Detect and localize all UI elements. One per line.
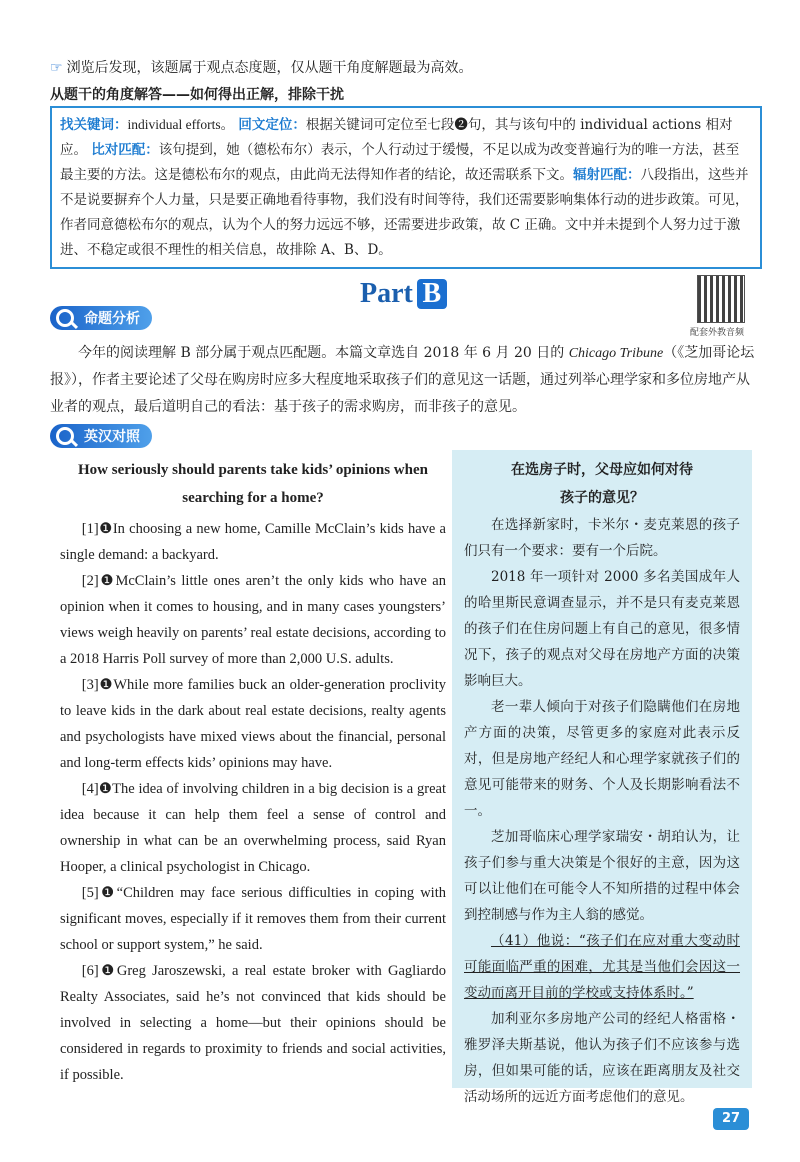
chinese-paragraph: 2018 年一项针对 2000 多名美国成年人的哈里斯民意调查显示，并不是只有麦克莱恩的孩子们在住房问题上有自己的意见，很多情况下，孩子的观点对父母在房地产方面的决策影响巨大。 [464, 569, 740, 689]
chinese-paragraph: 在选择新家时，卡米尔・麦克莱恩的孩子们只有一个要求：要有一个后院。 [464, 517, 740, 559]
pointing-hand-icon: ☞ [50, 60, 63, 76]
section-label-analysis: 命题分析 [84, 311, 140, 327]
magnifier-icon [56, 309, 74, 327]
intro-line [50, 58, 473, 78]
part-letter: B [417, 279, 447, 309]
description [50, 340, 762, 421]
english-paragraph: [5]❶“Children may face serious difficulties in coping with significant moves, especially if it removes them from their current school or support system,” he said. [60, 885, 446, 953]
english-paragraph: [6]❶Greg Jaroszewski, a real estate broker with Gagliardo Realty Associates, said he’s not convinced that kids should be involved in selecting a home—but their opinions should be considered in regards to proximity to friends and social activities, if possible. [60, 963, 446, 1083]
radiate-text: 八段指出，这些并不是说要摒弃个人力量，只是要正确地看待事物，我们没有时间等待，我们还需要影响集体行动的进步政策。可见，作者同意德松布尔的观点，认为个人的努力远远不够，还需要进步政策，故 C 正确。文中并未提到个人努力过于激进、不稳定或很不理性的相关信息，故排除 A、B、D。 [60, 167, 749, 258]
chinese-paragraph: 老一辈人倾向于对孩子们隐瞒他们在房地产方面的决策，尽管更多的家庭对此表示反对，但是房地产经纪人和心理学家就孩子们的意见可能带来的财务、个人及长期影响看法不一。 [464, 699, 740, 819]
compare-text: 该句提到，她（德松布尔）表示，个人行动过于缓慢，不足以成为改变普遍行为的唯一方法，甚至最主要的方法。这是德松布尔的观点，由此尚无法得知作者的结论，故还需联系下文。 [60, 142, 740, 183]
chinese-title-line2: 孩子的意见？ [560, 490, 644, 506]
desc-part-b: （《芝加哥论坛报》），作者主要论述了父母在购房时应多大程度地采取孩子们的意见这一话题，通过列举心理学家和多位房地产从业者的观点，最后道明自己的看法：基于孩子的需求购房，而非孩子的意见。 [50, 345, 755, 415]
qr-code-icon[interactable] [697, 275, 745, 323]
chinese-paragraph-underlined: （41）他说：“孩子们在应对重大变动时可能面临严重的困难，尤其是当他们会因这一变动而离开目前的学校或支持体系时。” [464, 933, 740, 1001]
english-paragraph: [1]❶In choosing a new home, Camille McClain’s kids have a single demand: a backyard. [60, 521, 446, 563]
english-paragraph: [3]❶While more families buck an older-generation proclivity to leave kids in the dark about real estate decisions, realty agents and psychologists have mixed views about the financial, personal and long-term effects kids’ opinions may have. [60, 677, 446, 771]
page-number: 27 [713, 1108, 749, 1130]
locate-label: 回文定位： [238, 117, 306, 133]
part-label: Part [360, 278, 413, 309]
english-paragraph: [4]❶The idea of involving children in a big decision is a great idea because it can help them feel a sense of control and ownership in what can be an overwhelming process, said Ryan Hooper, a clinical psychologist in Chicago. [60, 781, 446, 875]
section-pill-analysis [50, 306, 152, 330]
magnifier-icon [56, 427, 74, 445]
part-title [360, 278, 447, 310]
compare-label: 比对匹配： [91, 142, 159, 158]
chinese-title-line1: 在选房子时，父母应如何对待 [511, 462, 693, 478]
chinese-paragraph: 芝加哥临床心理学家瑞安・胡珀认为，让孩子们参与重大决策是个很好的主意，因为这可以让他们在可能令人不知所措的过程中体会到控制感与作为主人翁的感觉。 [464, 829, 740, 923]
keyword-label: 找关键词： [60, 117, 128, 133]
english-paragraph: [2]❶McClain’s little ones aren’t the only kids who have an opinion when it comes to housing, and in many cases youngsters’ views weigh heavily on parents’ real estate decisions, according to a 2018 Harris Poll survey of more than 2,000 U.S. adults. [60, 573, 446, 667]
desc-part-a: 今年的阅读理解 B 部分属于观点匹配题。本篇文章选自 2018 年 6 月 20 日的 [78, 345, 569, 361]
section-pill-bilingual [50, 424, 152, 448]
locate-text: 根据关键词可定位至七段❷句，其与该句中的 individual actions 相对应。 [60, 117, 733, 158]
subheading: 从题干的角度解答——如何得出正解，排除干扰 [50, 87, 344, 103]
keyword-text: individual efforts。 [127, 117, 235, 132]
english-title: How seriously should parents take kids’ opinions when searching for a home? [78, 462, 428, 506]
radiate-label: 辐射匹配： [573, 167, 641, 183]
chinese-column [452, 450, 752, 1105]
desc-source: Chicago Tribune [568, 346, 664, 361]
intro-text: 浏览后发现，该题属于观点态度题，仅从题干角度解题最为高效。 [66, 60, 473, 76]
english-column [60, 456, 446, 1088]
analysis-box [50, 106, 762, 269]
qr-label: 配套外教音频 [690, 328, 745, 338]
chinese-paragraph: 加利亚尔多房地产公司的经纪人格雷格・雅罗泽夫斯基说，他认为孩子们不应该参与选房，但如果可能的话，应该在距离朋友及社交活动场所的远近方面考虑他们的意见。 [464, 1011, 740, 1105]
section-label-bilingual: 英汉对照 [84, 429, 140, 445]
